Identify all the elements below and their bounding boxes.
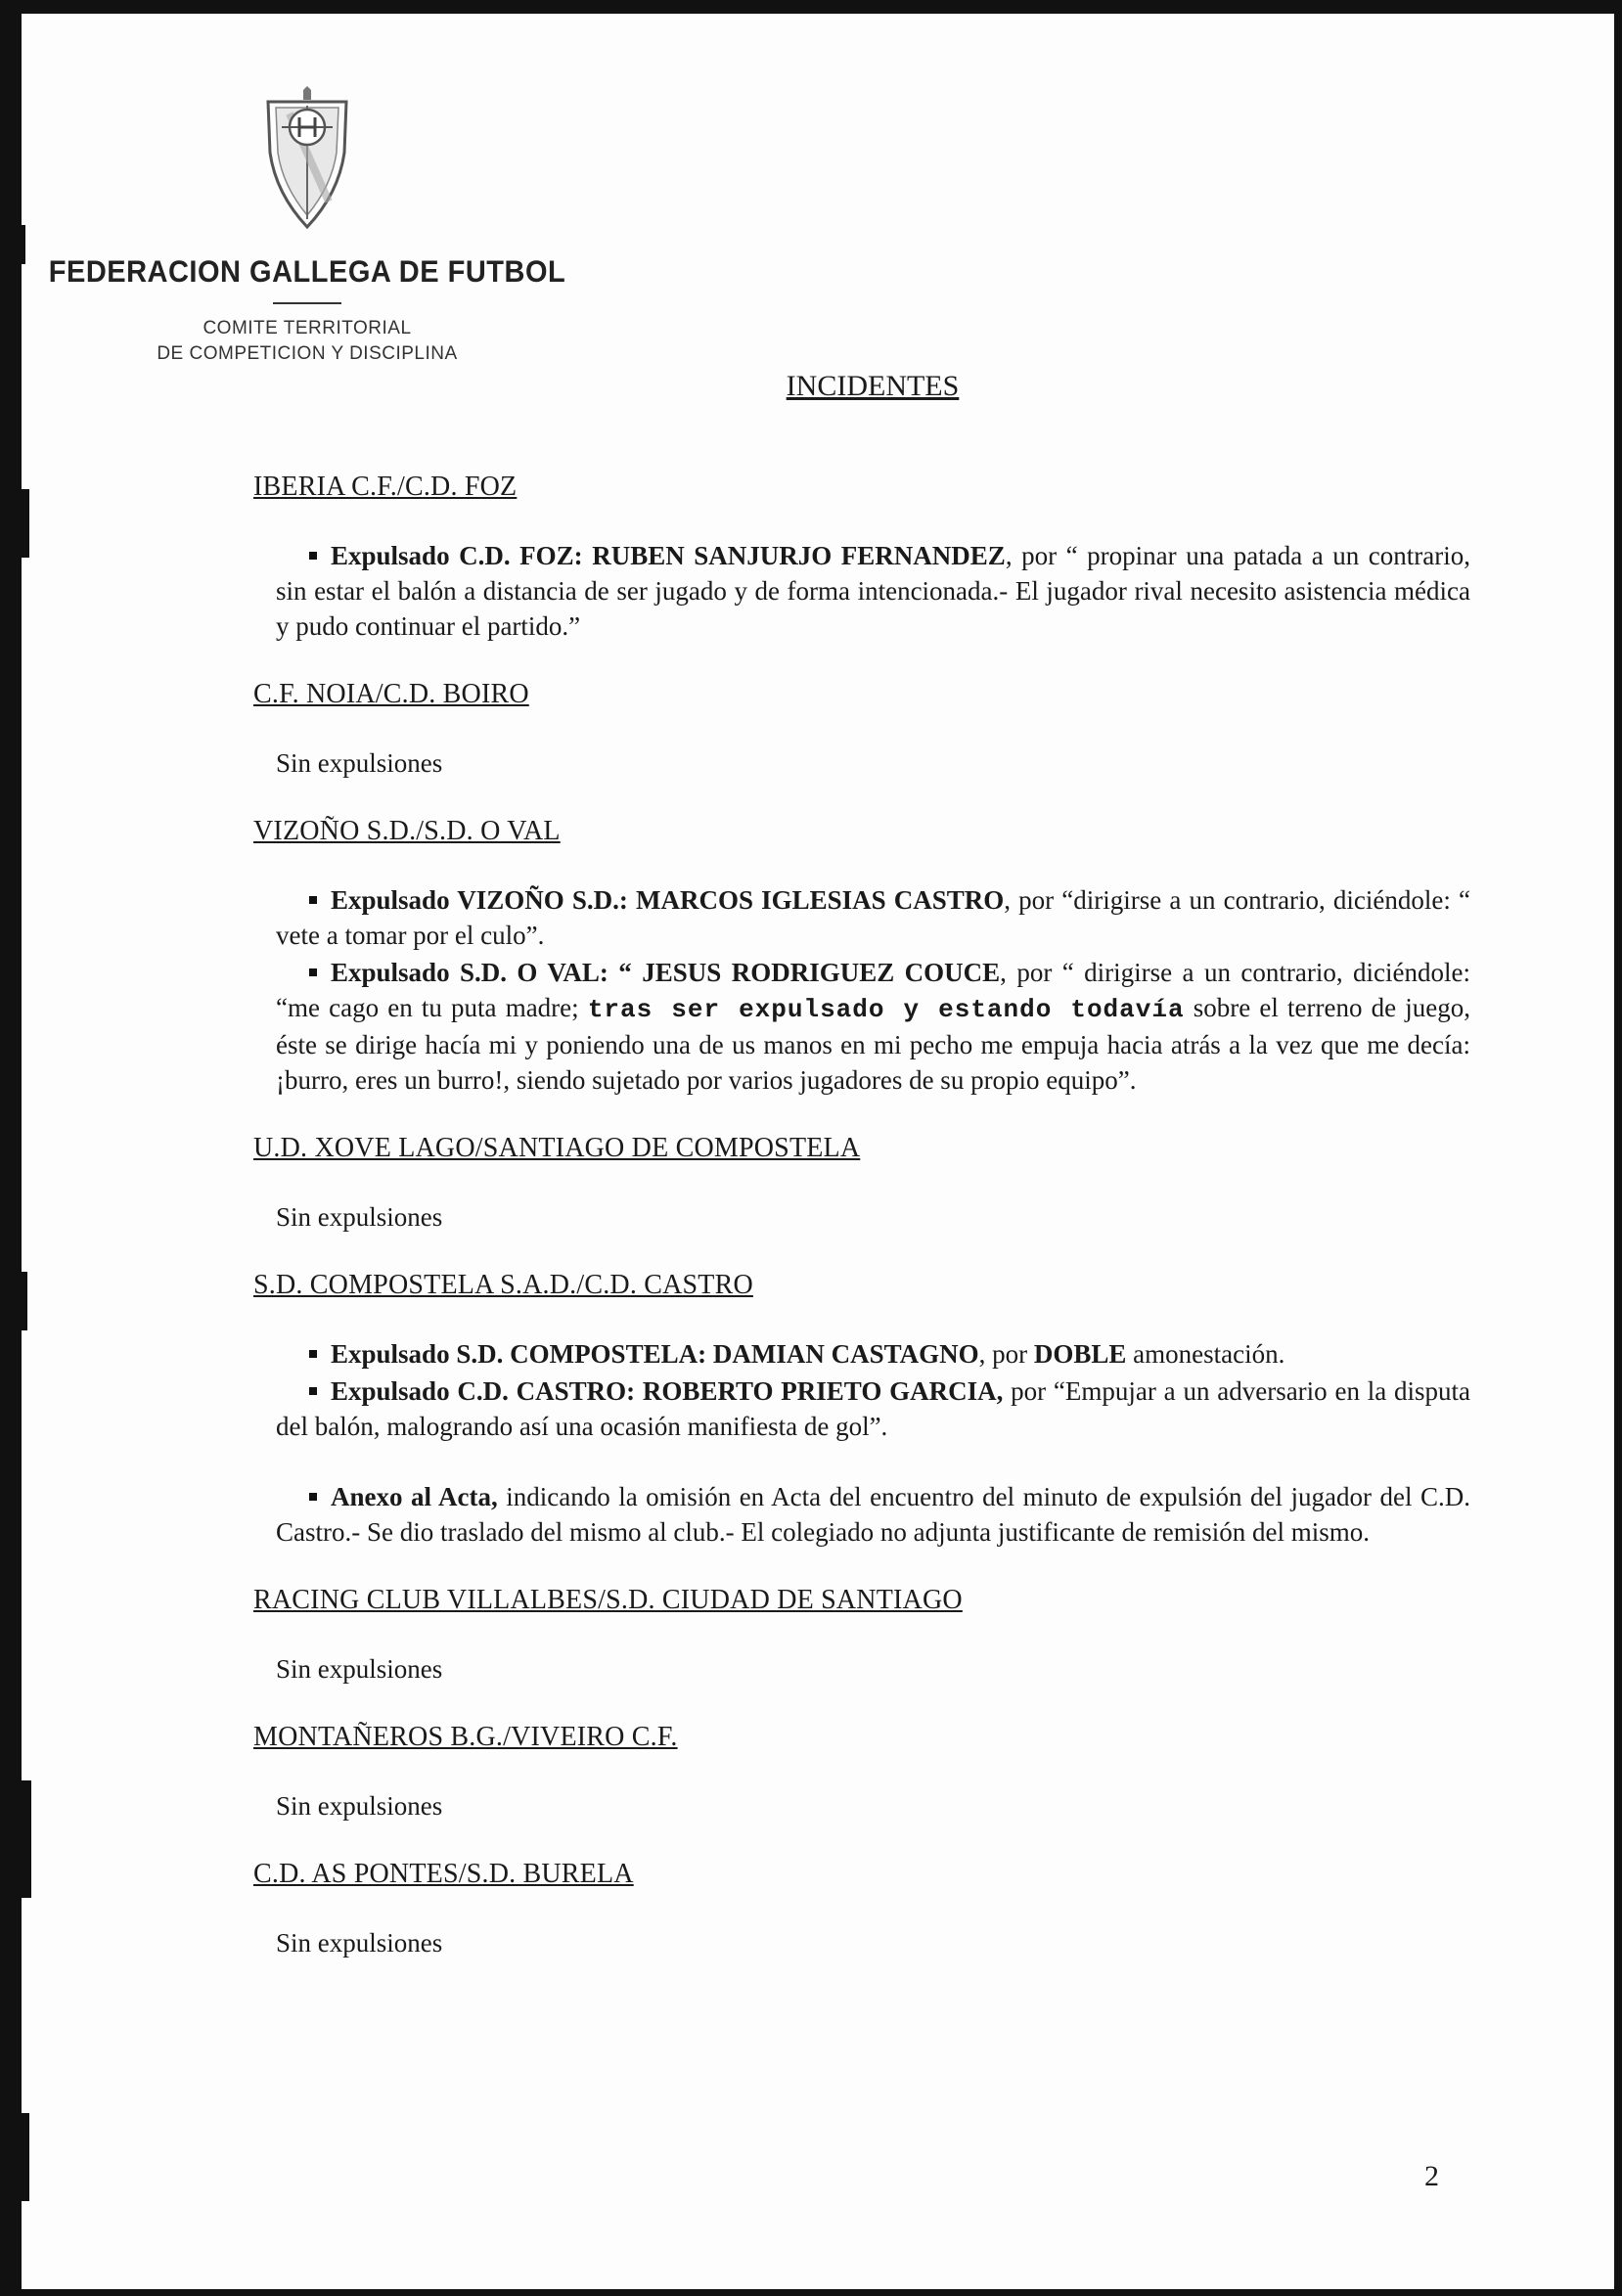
no-expulsions-text: Sin expulsiones: [276, 1928, 443, 1958]
item-bold: Expulsado S.D. COMPOSTELA: DAMIAN CASTAGNO: [331, 1339, 979, 1369]
match-title: MONTAÑEROS B.G./VIVEIRO C.F.: [253, 1722, 678, 1752]
bullet-icon: [309, 896, 317, 904]
bullet-icon: [309, 1350, 317, 1358]
item-bold: Expulsado VIZOÑO S.D.: MARCOS IGLESIAS CASTRO: [331, 885, 1005, 915]
scan-edge-tear: [0, 1780, 31, 1898]
match-title: IBERIA C.F./C.D. FOZ: [253, 472, 518, 502]
item-bold: Anexo al Acta,: [331, 1482, 498, 1511]
item-mono: tras ser expulsado y estando todavía: [587, 995, 1185, 1024]
incidents-list: [253, 470, 1470, 1994]
document-page: [22, 14, 1614, 2289]
match-section: [253, 470, 1470, 644]
bullet-icon: [309, 1493, 317, 1501]
letterhead: [22, 84, 593, 367]
page-title: INCIDENTES: [786, 370, 960, 402]
item-text: , por “dirigirse a un contrario, diciéndole: “ vete a tomar por el culo”.: [276, 885, 1470, 950]
expulsion-item: [276, 1479, 1470, 1550]
scan-edge-tear: [0, 225, 25, 264]
bullet-icon: [309, 552, 317, 560]
match-section: [253, 1131, 1470, 1235]
match-section: [253, 1268, 1470, 1550]
scan-edge-tear: [0, 489, 29, 558]
page-number: 2: [1424, 2160, 1439, 2192]
federation-name: FEDERACION GALLEGA DE FUTBOL: [48, 254, 566, 290]
item-text2: sobre el terreno de juego, éste se dirige hacía mi y poniendo una de us manos en mi pecho me empuja hacia atrás a la vez que me decía:¡burro, eres un burro!, siendo sujetado por varios jugadores de su propio equipo”.: [276, 993, 1470, 1095]
divider: [273, 302, 341, 304]
committee-line-1: COMITE TERRITORIAL: [203, 318, 412, 338]
expulsions-list: [276, 538, 1470, 644]
expulsion-item: [276, 882, 1470, 953]
match-section: [253, 1720, 1470, 1823]
match-title: VIZOÑO S.D./S.D. O VAL: [253, 816, 561, 846]
bullet-icon: [309, 968, 317, 976]
match-title: RACING CLUB VILLALBES/S.D. CIUDAD DE SANTIAGO: [253, 1585, 963, 1615]
scan-edge-tear: [0, 2113, 29, 2201]
expulsions-list: [276, 882, 1470, 1098]
match-title: C.F. NOIA/C.D. BOIRO: [253, 679, 529, 709]
expulsion-item: [276, 955, 1470, 1098]
item-text: , por “ dirigirse a un contrario, diciéndole: “me cago en tu puta madre;: [276, 958, 1470, 1022]
match-title: C.D. AS PONTES/S.D. BURELA: [253, 1859, 634, 1889]
match-section: [253, 1583, 1470, 1687]
item-text: por “Empujar a un adversario en la disputa del balón, malogrando así una ocasión manifiesta de gol”.: [276, 1376, 1470, 1441]
no-expulsions-text: Sin expulsiones: [276, 1202, 443, 1232]
federation-crest-icon: [260, 84, 354, 231]
no-expulsions-text: Sin expulsiones: [276, 748, 443, 778]
match-section: [253, 814, 1470, 1098]
item-bold2: DOBLE: [1033, 1339, 1127, 1369]
item-text2: amonestación.: [1126, 1339, 1285, 1369]
scan-edge-tear: [0, 1272, 27, 1330]
expulsion-item: [276, 1373, 1470, 1444]
match-title: U.D. XOVE LAGO/SANTIAGO DE COMPOSTELA: [253, 1133, 861, 1163]
expulsion-item: [276, 1336, 1470, 1372]
item-bold: Expulsado S.D. O VAL: “ JESUS RODRIGUEZ COUCE: [331, 958, 1001, 987]
item-text: indicando la omisión en Acta del encuentro del minuto de expulsión del jugador del C.D. Castro.- Se dio traslado del mismo al club.- El colegiado no adjunta justificante de remisión del mismo.: [276, 1482, 1470, 1547]
item-text: , por: [978, 1339, 1034, 1369]
match-section: [253, 677, 1470, 781]
no-expulsions-text: Sin expulsiones: [276, 1654, 443, 1684]
committee-line-2: DE COMPETICION Y DISCIPLINA: [157, 343, 458, 364]
no-expulsions-text: Sin expulsiones: [276, 1791, 443, 1821]
item-bold: Expulsado C.D. CASTRO: ROBERTO PRIETO GARCIA,: [331, 1376, 1004, 1406]
bullet-icon: [309, 1387, 317, 1395]
expulsion-item: [276, 538, 1470, 644]
item-text: , por “ propinar una patada a un contrario, sin estar el balón a distancia de ser jugado y de forma intencionada.- El jugador rival necesito asistencia médica y pudo continuar el partido.”: [276, 541, 1471, 641]
item-bold: Expulsado C.D. FOZ: RUBEN SANJURJO FERNANDEZ: [331, 541, 1006, 570]
match-section: [253, 1857, 1470, 1960]
expulsions-list: [276, 1336, 1470, 1550]
match-title: S.D. COMPOSTELA S.A.D./C.D. CASTRO: [253, 1270, 753, 1300]
